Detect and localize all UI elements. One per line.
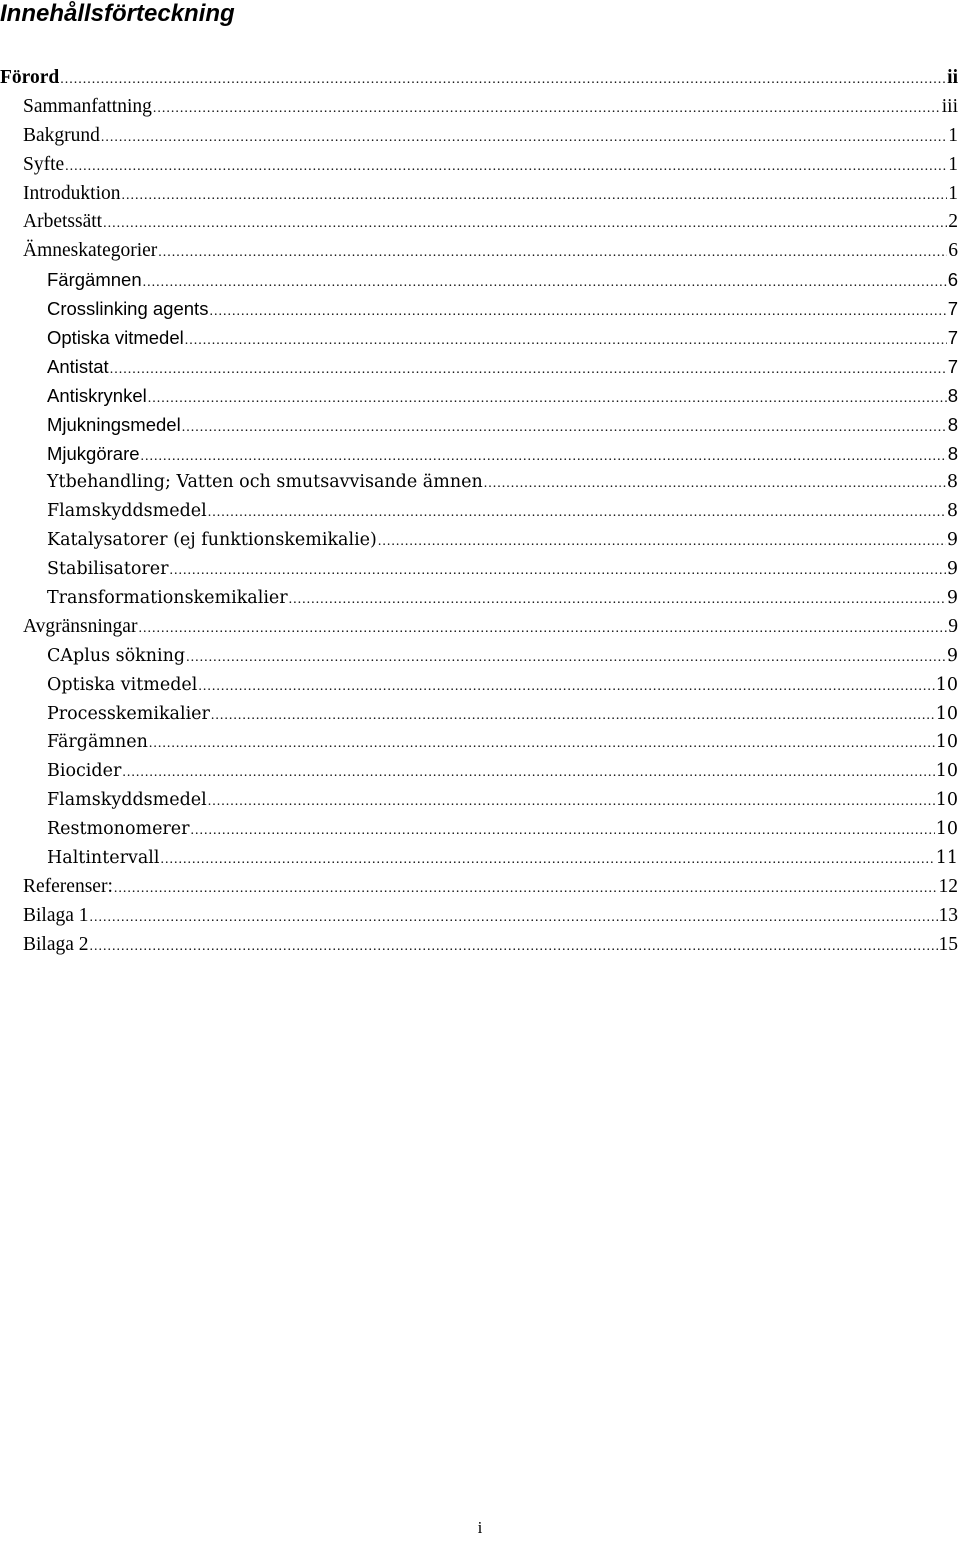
toc-entry-label: Bakgrund <box>23 124 100 146</box>
toc-entry[interactable] <box>0 122 960 151</box>
toc-dot-leader <box>60 66 946 95</box>
toc-entry[interactable] <box>0 613 960 642</box>
toc-entry-label: Färgämnen <box>47 269 142 291</box>
toc-entry[interactable] <box>0 844 960 873</box>
toc-entry-label: Flamskyddsmedel <box>47 790 207 811</box>
toc-entry-page: 10 <box>935 761 958 782</box>
toc-entry[interactable] <box>0 382 960 411</box>
toc-entry-label: Biocider <box>47 761 122 782</box>
toc-entry-page: 10 <box>935 703 958 724</box>
toc-dot-leader <box>160 846 934 875</box>
toc-entry-label: Bilaga 1 <box>23 904 89 926</box>
toc-entry-label: Haltintervall <box>47 848 160 869</box>
page-number: i <box>477 1518 483 1537</box>
toc-entry-label: Mjukningsmedel <box>47 413 181 435</box>
toc-dot-leader <box>208 788 935 817</box>
toc-dot-leader <box>378 528 946 557</box>
toc-entry-page: 9 <box>946 645 958 666</box>
table-of-contents <box>0 64 960 960</box>
toc-dot-leader <box>138 615 947 644</box>
toc-entry-page: iii <box>941 95 958 117</box>
toc-entry-page: 9 <box>946 559 958 580</box>
toc-entry-label: Syfte <box>23 153 65 175</box>
toc-dot-leader <box>484 470 946 499</box>
toc-entry-page: 7 <box>947 298 958 320</box>
toc-entry-page: 9 <box>948 615 958 637</box>
toc-entry[interactable] <box>0 728 960 757</box>
toc-dot-leader <box>149 730 935 759</box>
toc-entry-page: 7 <box>947 355 958 377</box>
toc-entry[interactable] <box>0 440 960 469</box>
toc-entry-label: Antiskrynkel <box>47 384 147 406</box>
toc-dot-leader <box>153 95 941 124</box>
toc-dot-leader <box>182 414 947 443</box>
toc-entry[interactable] <box>0 497 960 526</box>
toc-dot-leader <box>208 499 946 528</box>
toc-entry-page: 8 <box>947 413 958 435</box>
toc-entry[interactable] <box>0 411 960 440</box>
toc-entry-label: CAplus sökning <box>47 645 186 666</box>
toc-dot-leader <box>170 557 946 586</box>
toc-entry[interactable] <box>0 584 960 613</box>
toc-dot-leader <box>90 933 938 962</box>
toc-dot-leader <box>141 443 947 472</box>
toc-entry-page: 8 <box>946 472 958 493</box>
toc-dot-leader <box>114 875 938 904</box>
toc-entry[interactable] <box>0 295 960 324</box>
toc-entry[interactable] <box>0 757 960 786</box>
toc-entry[interactable] <box>0 700 960 729</box>
toc-dot-leader <box>198 673 934 702</box>
toc-dot-leader <box>143 269 947 298</box>
toc-entry[interactable] <box>0 555 960 584</box>
toc-entry-page: 8 <box>947 442 958 464</box>
toc-entry[interactable] <box>0 151 960 180</box>
toc-entry[interactable] <box>0 324 960 353</box>
toc-entry[interactable] <box>0 353 960 382</box>
toc-entry-label: Förord <box>0 67 60 88</box>
toc-entry-page: 11 <box>935 848 958 869</box>
toc-dot-leader <box>90 904 938 933</box>
toc-entry-label: Crosslinking agents <box>47 298 209 320</box>
toc-entry-label: Transformationskemikalier <box>47 588 288 609</box>
toc-dot-leader <box>103 210 947 239</box>
toc-dot-leader <box>209 298 946 327</box>
toc-entry[interactable] <box>0 468 960 497</box>
toc-entry[interactable] <box>0 208 960 237</box>
toc-entry[interactable] <box>0 526 960 555</box>
toc-entry-label: Processkemikalier <box>47 703 210 724</box>
toc-entry-label: Mjukgörare <box>47 442 140 464</box>
toc-entry-label: Ytbehandling; Vatten och smutsavvisande ämnen <box>47 472 483 493</box>
toc-entry-label: Stabilisatorer <box>47 559 169 580</box>
toc-entry[interactable] <box>0 873 960 902</box>
toc-entry-page: 8 <box>946 501 958 522</box>
toc-entry-page: 6 <box>948 240 958 262</box>
toc-entry[interactable] <box>0 786 960 815</box>
toc-entry-page: 10 <box>935 674 958 695</box>
toc-entry-page: 12 <box>938 875 958 897</box>
toc-entry-page: 13 <box>938 904 958 926</box>
toc-entry-label: Restmonomerer <box>47 819 190 840</box>
toc-entry-label: Ämneskategorier <box>23 240 158 262</box>
toc-entry-page: 7 <box>947 327 958 349</box>
toc-entry-label: Optiska vitmedel <box>47 327 184 349</box>
toc-entry[interactable] <box>0 902 960 931</box>
page-title: Innehållsförteckning <box>0 0 235 27</box>
toc-entry-page: 1 <box>948 153 958 175</box>
toc-entry-label: Introduktion <box>23 182 121 204</box>
toc-dot-leader <box>186 644 946 673</box>
toc-entry-page: 9 <box>946 530 958 551</box>
toc-dot-leader <box>148 385 947 414</box>
toc-entry-page: ii <box>947 67 958 88</box>
toc-entry[interactable] <box>0 815 960 844</box>
toc-entry-page: 1 <box>948 124 958 146</box>
toc-entry-label: Sammanfattning <box>23 95 152 117</box>
toc-dot-leader <box>101 124 947 153</box>
toc-dot-leader <box>65 153 947 182</box>
toc-entry[interactable] <box>0 931 960 960</box>
toc-entry-page: 8 <box>947 384 958 406</box>
toc-entry-label: Bilaga 2 <box>23 933 89 955</box>
toc-entry-page: 10 <box>935 819 958 840</box>
toc-entry-page: 1 <box>948 182 958 204</box>
toc-entry[interactable] <box>0 642 960 671</box>
toc-entry[interactable] <box>0 180 960 209</box>
toc-entry-label: Referenser: <box>23 875 113 897</box>
toc-entry-label: Färgämnen <box>47 732 148 753</box>
toc-entry-page: 6 <box>947 269 958 291</box>
toc-entry-page: 9 <box>946 588 958 609</box>
toc-entry-label: Arbetssätt <box>23 211 103 233</box>
toc-entry-page: 2 <box>948 211 958 233</box>
toc-dot-leader <box>122 759 934 788</box>
toc-entry[interactable] <box>0 237 960 266</box>
toc-dot-leader <box>185 327 947 356</box>
toc-dot-leader <box>289 586 946 615</box>
toc-entry-page: 10 <box>935 732 958 753</box>
toc-entry-label: Antistat <box>47 355 109 377</box>
toc-dot-leader <box>211 702 935 731</box>
toc-entry-label: Flamskyddsmedel <box>47 501 207 522</box>
toc-dot-leader <box>191 817 935 846</box>
toc-entry-page: 10 <box>935 790 958 811</box>
toc-entry[interactable] <box>0 93 960 122</box>
toc-entry-label: Avgränsningar <box>23 615 138 637</box>
toc-entry-label: Katalysatorer (ej funktionskemikalie) <box>47 530 377 551</box>
toc-entry[interactable] <box>0 64 960 93</box>
toc-entry[interactable] <box>0 671 960 700</box>
toc-entry-page: 15 <box>938 933 958 955</box>
toc-dot-leader <box>158 239 947 268</box>
toc-entry-label: Optiska vitmedel <box>47 674 198 695</box>
toc-entry[interactable] <box>0 266 960 295</box>
toc-dot-leader <box>122 182 948 211</box>
toc-dot-leader <box>110 356 947 385</box>
